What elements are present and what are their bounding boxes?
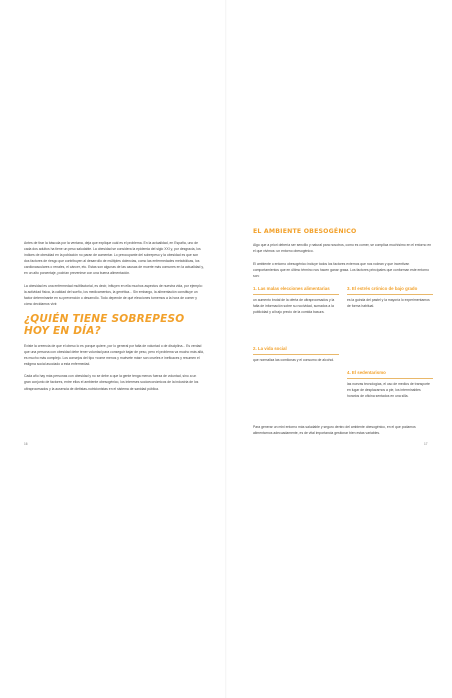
factor-divider: [253, 294, 339, 295]
factor-title: 3. El estrés crónico de bajo grado: [347, 286, 418, 292]
left-paragraph-4: Cada año hay más personas con obesidad y no se debe a que la gente tenga menos fuerza de voluntad, sino a un gran conjunto de factores, entre ellos el ambiente obesogénico, los intereses socioeconómicos de la industria de los ultraprocesados y la ausencia de dietistas-nutricionistas en el sistema de sanidad pública.: [24, 374, 199, 391]
right-paragraph-1: Algo que a priori debería ser sencillo y natural para nosotros, como es comer, se complica muchísimo en el entorno en el que vivimos: un entorno obesogénico.: [253, 243, 432, 254]
page-number-right: 17: [424, 442, 428, 446]
factor-item: [253, 346, 339, 363]
left-paragraph-3: Existe la creencia de que el obeso lo es porque quiere, por lo general por falta de voluntad o de disciplina... Es verdad que una persona con obesidad debe tener voluntad para conseguir bajar de peso, pero el problema va mucho más allá, es mucho más complejo. Los consejos del tipo «come menos y muévete más» son crueles e ineficaces y resumen el estigma social asociado a esta enfermedad.: [24, 343, 204, 367]
page-number-left: 16: [24, 442, 28, 446]
right-page: [227, 0, 452, 698]
right-paragraph-2: El ambiente o entorno obesogénico incluye todos los factores externos que nos rodean y que incentivan comportamientos que en último término nos hacen ganar grasa. Los factores principales que conforman este entorno son:: [253, 262, 430, 279]
factors-grid: [253, 286, 433, 436]
left-paragraph-1: Antes de tirar la báscula por la ventana, deja que explique cuál es el problema. En la actualidad, en España, uno de cada dos adultos ha tiene un peso saludable. La obesidad se considera la epidemia del siglo XXI y, por desgracia, los índices de obesidad en la población no paran de aumentar. Lo preocupante del sobrepeso y la obesidad es que son dos factores de riesgo que contribuyen al desarrollo de múltiples dolencias, como las enfermedades metabólicas, los cardiovasculares o renales, el cáncer, etc. Estas son algunas de las causas de muerte más comunes en la actualidad y, en un alto porcentaje, podrían prevenirse con una buena alimentación.: [24, 241, 204, 276]
factor-divider: [253, 354, 339, 355]
section-heading-obesogenic: EL AMBIENTE OBESOGÉNICO: [253, 228, 357, 235]
factor-body: que normaliza las comilonas y el consumo de alcohol.: [253, 358, 335, 363]
left-page: [0, 0, 225, 698]
factor-body: las nuevas tecnologías, el uso de medios de transporte en lugar de desplazarnos a pie, los interminables horarios de oficina sentados en una silla.: [347, 382, 430, 399]
factor-body: un aumento brutal de la oferta de ultraprocesados y la falta de información sobre su nocividad, sumados a la publicidad y al bajo precio de la comida basura.: [253, 298, 335, 315]
factor-item: [253, 286, 339, 315]
left-text-column: [24, 240, 204, 398]
factor-item: [347, 370, 433, 399]
factor-item: [347, 286, 433, 309]
section-heading-overweight: ¿QUIÉN TIENE SOBREPESO HOY EN DÍA?: [24, 312, 185, 337]
factor-divider: [347, 378, 433, 379]
factor-title: 1. Las malas elecciones alimentarias: [253, 286, 330, 292]
right-text-column: [253, 228, 433, 436]
factor-body: es la guinda del pastel y la mayoría lo experimentamos de forma habitual.: [347, 298, 430, 309]
right-closing-paragraph: [253, 424, 433, 436]
factor-divider: [347, 294, 433, 295]
factor-title: 4. El sedentarismo: [347, 370, 386, 376]
right-paragraph-3: Para generar un mini entorno más saludable y seguro dentro del ambiente obesogénico, en el que podamos alimentarnos adecuadamente, es de vital importancia gestionar bien estas variables.: [253, 425, 416, 436]
left-paragraph-2: La obesidad es una enfermedad multifactorial, es decir, influyen en ella muchos aspectos de nuestra vida, por ejemplo: la actividad física, la calidad del sueño, los medicamentos, la genética... Sin embargo, la alimentación constituye un factor determinante en su prevención o desarrollo. Todo depende de qué elecciones tomemos a la hora de comer y cómo decidamos vivir.: [24, 283, 203, 306]
factor-title: 2. La vida social: [253, 346, 287, 352]
